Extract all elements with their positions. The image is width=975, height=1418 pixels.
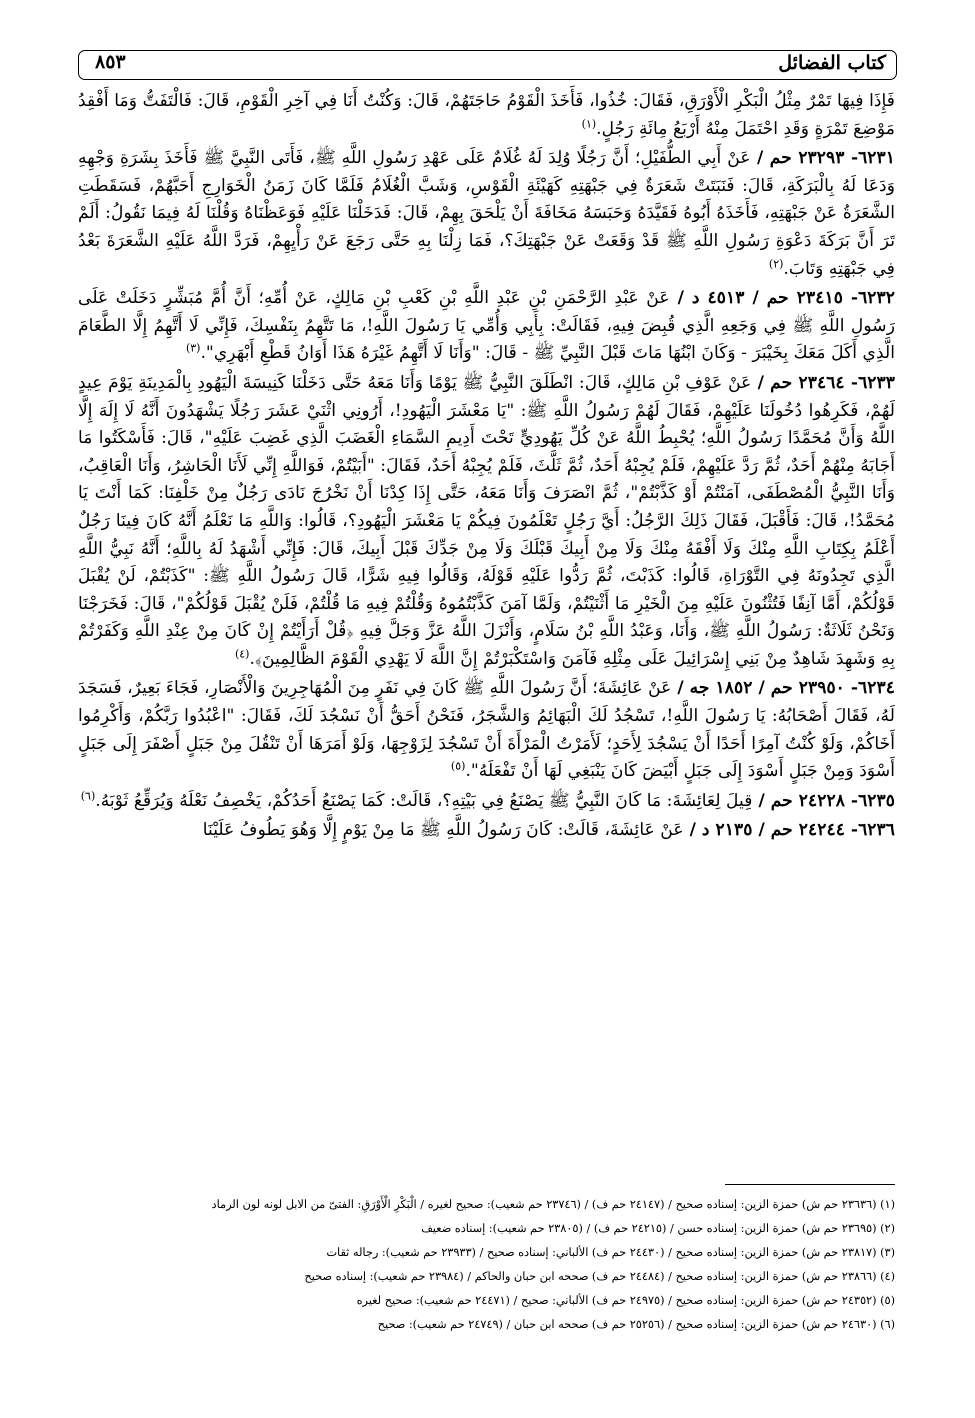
hadith-paragraph: [78, 817, 895, 845]
hadith-paragraph: [78, 788, 895, 816]
hadith-text: عَنْ عَائِشَةَ، قَالَتْ: كَانَ رَسُولُ اللَّهِ ﷺ مَا مِنْ يَوْمٍ إِلَّا وَهُوَ يَطُوفُ عَلَيْنَا: [202, 820, 684, 841]
footnote: (٤) (٢٣٨٦٦ حم ش) حمزة الزين: إسناده صحيح / (٢٤٤٨٤ حم ف) صححه ابن حبان والحاكم / (٢٣٩٨٤ حم شعيب): إسناده صحيح: [304, 1270, 895, 1283]
hadith-number: ٦٢٣٤- ٢٣٩٥٠ حم / ١٨٥٢ جه /: [671, 678, 895, 699]
hadith-paragraph: [78, 88, 895, 143]
footnote-ref: (١): [581, 116, 597, 130]
hadith-number: ٦٢٣٢- ٢٣٤١٥ حم / ٤٥١٣ د /: [669, 288, 895, 309]
hadith-number: ٦٢٣٥- ٢٤٢٢٨ حم /: [752, 790, 895, 811]
hadith-text: عَنْ عَبْدِ الرَّحْمَنِ بْنِ عَبْدِ اللَّهِ بْنِ كَعْبِ بْنِ مَالِكٍ، عَنْ أُمِّهِ؛ أَنَّ أُمَّ مُبَشِّرٍ دَخَلَتْ عَلَى رَسُولِ اللَّهِ ﷺ فِي وَجَعِهِ الَّذِي قُبِضَ فِيهِ، فَقَالَتْ: بِأَبِي وَأُمِّي يَا رَسُولَ اللَّهِ!، مَا تَتَّهِمُ بِنَفْسِكَ، فَإِنِّي لَا أَتَّهِمُ إِلَّا الطَّعَامَ الَّذِي أَكَلَ مَعَكَ بِخَيْبَرَ - وَكَانَ ابْنُهَا مَاتَ قَبْلَ النَّبِيِّ ﷺ - قَالَ: "وَأَنَا لَا أَتَّهِمُ غَيْرَهُ هَذَا أَوَانُ قَطْعِ أَبْهَرِي".: [78, 288, 895, 364]
footnote-ref: (٤): [234, 647, 250, 661]
footnote-ref: (٣): [185, 341, 201, 355]
hadith-text: عَنْ عَائِشَةَ؛ أَنَّ رَسُولَ اللَّهِ ﷺ كَانَ فِي نَفَرٍ مِنَ الْمُهَاجِرِينَ وَالْأَنْصَارِ، فَجَاءَ بَعِيرٌ، فَسَجَدَ لَهُ، فَقَالَ أَصْحَابُهُ: يَا رَسُولَ اللَّهِ!، تَسْجُدُ لَكَ الْبَهَائِمُ وَالشَّجَرُ، فَنَحْنُ أَحَقُّ أَنْ نَسْجُدَ لَكَ، فَقَالَ: "اعْبُدُوا رَبَّكُمْ، وَأَكْرِمُوا أَخَاكُمْ، وَلَوْ كُنْتُ آمِرًا أَحَدًا أَنْ يَسْجُدَ لِأَحَدٍ؛ لَأَمَرْتُ الْمَرْأَةَ أَنْ تَسْجُدَ لِزَوْجِهَا، وَلَوْ أَمَرَهَا أَنْ تَنْقُلَ مِنْ جَبَلٍ أَصْفَرَ إِلَى جَبَلٍ أَسْوَدَ وَمِنْ جَبَلٍ أَسْوَدَ إِلَى جَبَلٍ أَبْيَضَ كَانَ يَنْبَغِي لَهَا أَنْ تَفْعَلَهُ".: [78, 678, 895, 782]
page-header: [78, 50, 897, 80]
footnote-ref: (٢): [768, 256, 784, 270]
hadith-paragraph: [78, 675, 895, 785]
hadith-paragraph: [78, 145, 895, 283]
footnotes: [78, 1193, 895, 1337]
hadith-text: عَنْ عَوْفِ بْنِ مَالِكٍ، قَالَ: انْطَلَقَ النَّبِيُّ ﷺ يَوْمًا وَأَنَا مَعَهُ حَتَّى دَخَلْنَا كَنِيسَةَ الْيَهُودِ بِالْمَدِينَةِ يَوْمَ عِيدٍ لَهُمْ، فَكَرِهُوا دُخُولَنَا عَلَيْهِمْ، فَقَالَ لَهُمْ رَسُولُ اللَّهِ ﷺ: "يَا مَعْشَرَ الْيَهُودِ!، أَرُونِي اثْنَيْ عَشَرَ رَجُلًا يَشْهَدُونَ أَنَّهُ لَا إِلَهَ إِلَّا اللَّهُ وَأَنَّ مُحَمَّدًا رَسُولُ اللَّهِ؛ يُحْبِطُ اللَّهُ عَنْ كُلِّ يَهُودِيٍّ تَحْتَ أَدِيمِ السَّمَاءِ الْغَضَبَ الَّذِي غَضِبَ عَلَيْهِ"، قَالَ: فَأَسْكَتُوا مَا أَجَابَهُ مِنْهُمْ أَحَدٌ، ثُمَّ رَدَّ عَلَيْهِمْ، فَلَمْ يُجِبْهُ أَحَدٌ، ثُمَّ ثَلَّثَ، فَلَمْ يُجِبْهُ أَحَدٌ، فَقَالَ: "أَبَيْتُمْ، فَوَاللَّهِ إِنِّي لَأَنَا الْحَاشِرُ، وَأَنَا الْعَاقِبُ، وَأَنَا النَّبِيُّ الْمُصْطَفَى، آمَنْتُمْ أَوْ كَذَّبْتُمْ"، ثُمَّ انْصَرَفَ وَأَنَا مَعَهُ، حَتَّى إِذَا كِدْنَا أَنْ نَخْرُجَ نَادَى رَجُلٌ مِنْ خَلْفِنَا: كَمَا أَنْتَ يَا مُحَمَّدُ!، قَالَ: فَأَقْبَلَ، فَقَالَ ذَلِكَ الرَّجُلُ: أَيَّ رَجُلٍ تَعْلَمُونَ فِيكُمْ يَا مَعْشَرَ الْيَهُودِ؟، قَالُوا: وَاللَّهِ مَا نَعْلَمُ أَنَّهُ كَانَ فِينَا رَجُلٌ أَعْلَمُ بِكِتَابِ اللَّهِ مِنْكَ وَلَا أَفْقَهُ مِنْكَ وَلَا مِنْ أَبِيكَ قَبْلَكَ وَلَا مِنْ جَدِّكَ قَبْلَ أَبِيكَ، قَالَ: فَإِنِّي أَشْهَدُ لَهُ بِاللَّهِ؛ أَنَّهُ نَبِيُّ اللَّهِ الَّذِي تَجِدُونَهُ فِي التَّوْرَاةِ، قَالُوا: كَذَبْتَ، ثُمَّ رَدُّوا عَلَيْهِ قَوْلَهُ، وَقَالُوا فِيهِ شَرًّا، قَالَ رَسُولُ اللَّهِ ﷺ: "كَذَبْتُمْ، لَنْ يُقْبَلَ قَوْلُكُمْ، أَمَّا آنِفًا فَتُثْنُونَ عَلَيْهِ مِنَ الْخَيْرِ مَا أَثْنَيْتُمْ، وَلَمَّا آمَنَ كَذَّبْتُمُوهُ وَقُلْتُمْ فِيهِ مَا قُلْتُمْ، فَلَنْ يُقْبَلَ قَوْلُكُمْ"، قَالَ: فَخَرَجْنَا وَنَحْنُ ثَلَاثَةٌ: رَسُولُ اللَّهِ ﷺ، وَأَنَا، وَعَبْدُ اللَّهِ بْنُ سَلَامٍ، وَأَنْزَلَ اللَّهُ عَزَّ وَجَلَّ فِيهِ ﴿قُلْ أَرَأَيْتُمْ إِنْ كَانَ مِنْ عِنْدِ اللَّهِ وَكَفَرْتُمْ بِهِ وَشَهِدَ شَاهِدٌ مِنْ بَنِي إِسْرَائِيلَ عَلَى مِثْلِهِ فَآمَنَ وَاسْتَكْبَرْتُمْ إِنَّ اللَّهَ لَا يَهْدِي الْقَوْمَ الظَّالِمِينَ﴾.: [78, 372, 895, 669]
footnote: (٣) (٢٣٨١٧ حم ش) حمزة الزين: إسناده صحيح / (٢٤٤٣٠ حم ف) الألباني: إسناده صحيح / (٢٣٩٣٣ حم شعيب): رجاله ثقات: [326, 1246, 895, 1259]
footnote: (٦) (٢٤٦٣٠ حم ش) حمزة الزين: إسناده صحيح / (٢٥٢٥٦ حم ف) صححه ابن حبان / (٢٤٧٤٩ حم شعيب): صحيح: [377, 1318, 895, 1331]
hadith-number: ٦٢٣١- ٢٣٢٩٣ حم /: [750, 148, 896, 169]
hadith-number: ٦٢٣٣- ٢٣٤٦٤ حم /: [751, 372, 895, 393]
book-title: كتاب الفضائل: [778, 52, 886, 74]
page-number: ٨٥٣: [95, 51, 126, 73]
hadith-paragraph: [78, 285, 895, 368]
hadith-number: ٦٢٣٦- ٢٤٢٤٤ حم / ٢١٣٥ د /: [683, 820, 895, 841]
main-text: [78, 88, 895, 847]
footnote: (١) (٢٣٦٣٦ حم ش) حمزة الزين: إسناده صحيح / (٢٤١٤٧ حم ف) / (٢٣٧٤٦ حم شعيب): صحيح لغيره / الْبَكْرِ الْأَوْرَقِ: الفتىّ من الابل لونه لون الرماد: [211, 1198, 895, 1211]
footnote-separator: [725, 1184, 895, 1185]
footnote: (٢) (٢٣٦٩٥ حم ش) حمزة الزين: إسناده حسن / (٢٤٢١٥ حم ف) / (٢٣٨٠٥ حم شعيب): إسناده ضعيف: [421, 1222, 895, 1235]
footnote: (٥) (٢٤٣٥٢ حم ش) حمزة الزين: إسناده صحيح / (٢٤٩٧٥ حم ف) الألباني: صحيح / (٢٤٤٧١ حم شعيب): صحيح لغيره: [356, 1294, 895, 1307]
hadith-text: قِيلَ لِعَائِشَةَ: مَا كَانَ النَّبِيُّ ﷺ يَصْنَعُ فِي بَيْتِهِ؟، قَالَتْ: كَمَا يَصْنَعُ أَحَدُكُمْ، يَخْصِفُ نَعْلَهُ وَيُرَقِّعُ ثَوْبَهُ.: [95, 790, 753, 811]
hadith-text: عَنْ أَبِي الطُّفَيْلِ؛ أَنَّ رَجُلًا وُلِدَ لَهُ غُلَامٌ عَلَى عَهْدِ رَسُولِ اللَّهِ ﷺ، فَأَتَى النَّبِيَّ ﷺ فَأَخَذَ بِشَرَةِ وَجْهِهِ وَدَعَا لَهُ بِالْبَرَكَةِ، قَالَ: فَنَبَتَتْ شَعَرَةٌ فِي جَبْهَتِهِ كَهَيْئَةِ الْقَوْسِ، وَشَبَّ الْغُلَامُ فَلَمَّا كَانَ زَمَنُ الْخَوَارِجِ أَحَبَّهُمْ، فَسَقَطَتِ الشَّعَرَةُ عَنْ جَبْهَتِهِ، فَأَخَذَهُ أَبُوهُ فَقَيَّدَهُ وَحَبَسَهُ مَخَافَةَ أَنْ يَلْحَقَ بِهِمْ، قَالَ: فَدَخَلْنَا عَلَيْهِ فَوَعَظْنَاهُ وَقُلْنَا لَهُ فِيمَا نَقُولُ: أَلَمْ تَرَ أَنَّ بَرَكَةَ دَعْوَةِ رَسُولِ اللَّهِ ﷺ قَدْ وَقَعَتْ عَنْ جَبْهَتِكَ؟، فَمَا زِلْنَا بِهِ حَتَّى رَجَعَ عَنْ رَأْيِهِمْ، فَرَدَّ اللَّهُ عَلَيْهِ الشَّعَرَةَ بَعْدُ فِي جَبْهَتِهِ وَتَابَ.: [78, 148, 895, 279]
hadith-text: فَإِذَا فِيهَا تَمْرٌ مِثْلُ الْبَكْرِ الْأَوْرَقِ، فَقَالَ: خُذُوا، فَأَخَذَ الْقَوْمُ حَاجَتَهُمْ، قَالَ: وَكُنْتُ أَنَا فِي آخِرِ الْقَوْمِ، قَالَ: فَالْتَفَتُّ وَمَا أَفْقِدُ مَوْضِعَ تَمْرَةٍ وَقَدِ احْتَمَلَ مِنْهُ أَرْبَعُ مِائَةِ رَجُلٍ.: [78, 91, 895, 139]
footnote-ref: (٦): [80, 789, 96, 803]
footnote-ref: (٥): [450, 759, 466, 773]
hadith-paragraph: [78, 370, 895, 674]
